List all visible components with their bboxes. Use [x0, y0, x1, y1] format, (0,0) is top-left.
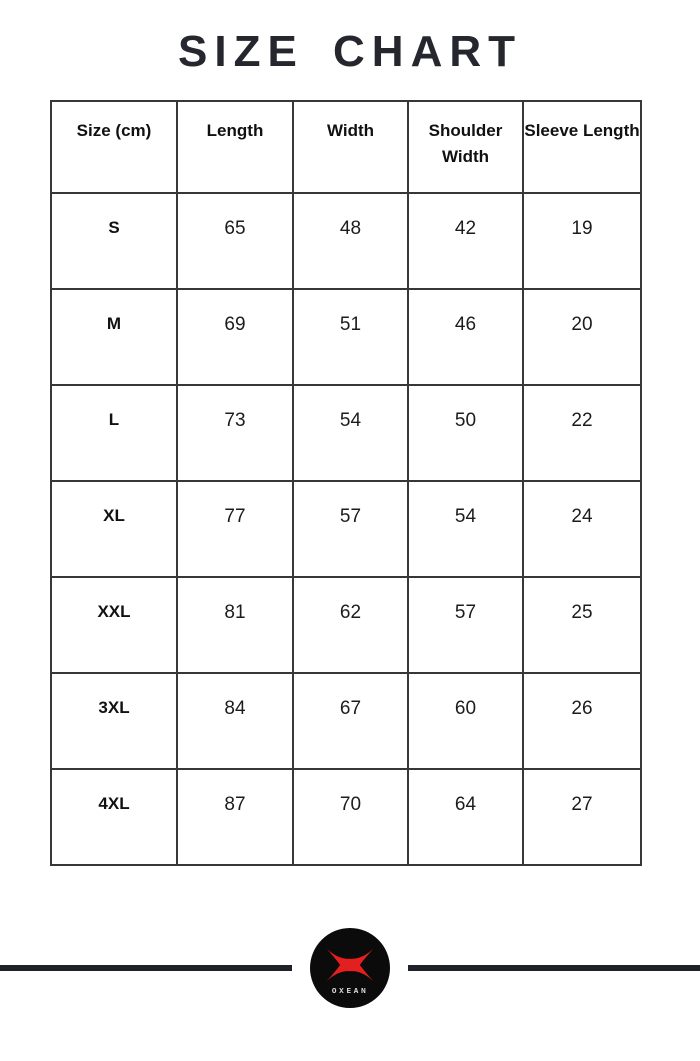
header-cell-size: Size (cm) [51, 101, 177, 193]
header-cell-shoulder-width: Shoulder Width [408, 101, 523, 193]
brand-name: OXEAN [331, 986, 369, 995]
value-cell: 70 [293, 769, 408, 865]
size-cell: L [51, 385, 177, 481]
value-cell: 65 [177, 193, 293, 289]
value-cell: 62 [293, 577, 408, 673]
size-cell: XXL [51, 577, 177, 673]
value-cell: 22 [523, 385, 641, 481]
value-cell: 24 [523, 481, 641, 577]
value-cell: 19 [523, 193, 641, 289]
x-mark-icon [325, 947, 375, 983]
page-title: SIZE CHART [178, 27, 522, 76]
table-row [51, 577, 641, 673]
table-row [51, 769, 641, 865]
value-cell: 51 [293, 289, 408, 385]
size-cell: 4XL [51, 769, 177, 865]
value-cell: 27 [523, 769, 641, 865]
value-cell: 46 [408, 289, 523, 385]
value-cell: 64 [408, 769, 523, 865]
value-cell: 69 [177, 289, 293, 385]
size-cell: S [51, 193, 177, 289]
header-cell-width: Width [293, 101, 408, 193]
table-row [51, 673, 641, 769]
value-cell: 84 [177, 673, 293, 769]
value-cell: 42 [408, 193, 523, 289]
table-row [51, 385, 641, 481]
size-chart-table [50, 100, 642, 866]
value-cell: 20 [523, 289, 641, 385]
value-cell: 60 [408, 673, 523, 769]
value-cell: 54 [408, 481, 523, 577]
value-cell: 54 [293, 385, 408, 481]
value-cell: 73 [177, 385, 293, 481]
value-cell: 48 [293, 193, 408, 289]
header-cell-sleeve-length: Sleeve Length [523, 101, 641, 193]
footer-divider-right [408, 965, 700, 971]
header-cell-length: Length [177, 101, 293, 193]
value-cell: 57 [408, 577, 523, 673]
value-cell: 77 [177, 481, 293, 577]
size-cell: 3XL [51, 673, 177, 769]
value-cell: 87 [177, 769, 293, 865]
value-cell: 26 [523, 673, 641, 769]
brand-logo [310, 928, 390, 1008]
size-cell: XL [51, 481, 177, 577]
size-cell: M [51, 289, 177, 385]
value-cell: 25 [523, 577, 641, 673]
value-cell: 57 [293, 481, 408, 577]
table-row [51, 289, 641, 385]
table-row [51, 481, 641, 577]
value-cell: 81 [177, 577, 293, 673]
table-header-row [51, 101, 641, 193]
value-cell: 50 [408, 385, 523, 481]
value-cell: 67 [293, 673, 408, 769]
table-row [51, 193, 641, 289]
footer-divider-left [0, 965, 292, 971]
